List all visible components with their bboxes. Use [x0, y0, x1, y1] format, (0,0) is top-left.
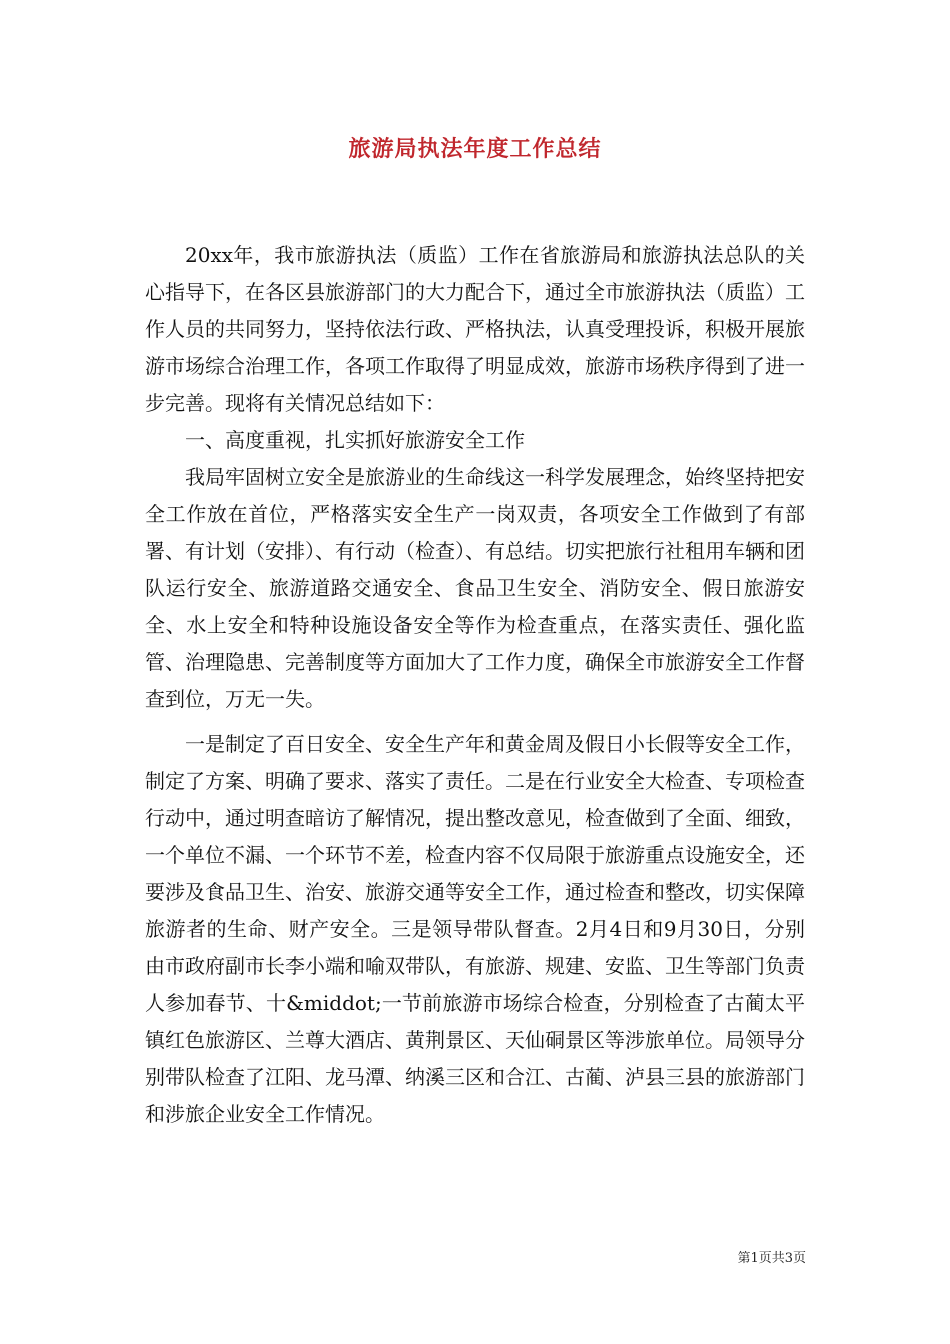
- measures-paragraph: 一是制定了百日安全、安全生产年和黄金周及假日小长假等安全工作，制定了方案、明确了要求、落实了责任。二是在行业安全大检查、专项检查行动中，通过明查暗访了解情况，提出整改意见，检查做到了全面、细致，一个单位不漏、一个环节不差，检查内容不仅局限于旅游重点设施安全，还要涉及食品卫生、治安、旅游交通等安全工作，通过检查和整改，切实保障旅游者的生命、财产安全。三是领导带队督查。2月4日和9月30日，分别由市政府副市长李小端和喻双带队，有旅游、规建、安监、卫生等部门负责人参加春节、十&middot;一节前旅游市场综合检查，分别检查了古蔺太平镇红色旅游区、兰尊大酒店、黄荆景区、天仙硐景区等涉旅单位。局领导分别带队检查了江阳、龙马潭、纳溪三区和合江、古蔺、泸县三县的旅游部门和涉旅企业安全工作情况。: [145, 732, 805, 1126]
- document-body: [145, 237, 805, 1133]
- intro-paragraph: 20xx年，我市旅游执法（质监）工作在省旅游局和旅游执法总队的关心指导下，在各区县旅游部门的大力配合下，通过全市旅游执法（质监）工作人员的共同努力，坚持依法行政、严格执法，认真受理投诉，积极开展旅游市场综合治理工作，各项工作取得了明显成效，旅游市场秩序得到了进一步完善。现将有关情况总结如下：: [145, 243, 805, 415]
- safety-paragraph: 我局牢固树立安全是旅游业的生命线这一科学发展理念，始终坚持把安全工作放在首位，严格落实安全生产一岗双责，各项安全工作做到了有部署、有计划（安排）、有行动（检查）、有总结。切实把旅行社租用车辆和团队运行安全、旅游道路交通安全、食品卫生安全、消防安全、假日旅游安全、水上安全和特种设施设备安全等作为检查重点，在落实责任、强化监管、治理隐患、完善制度等方面加大了工作力度，确保全市旅游安全工作督查到位，万无一失。: [145, 465, 805, 711]
- document-title: 旅游局执法年度工作总结: [348, 136, 602, 162]
- page-number: 第1页共3页: [737, 1251, 806, 1266]
- section-heading-1: 一、高度重视，扎实抓好旅游安全工作: [185, 428, 525, 452]
